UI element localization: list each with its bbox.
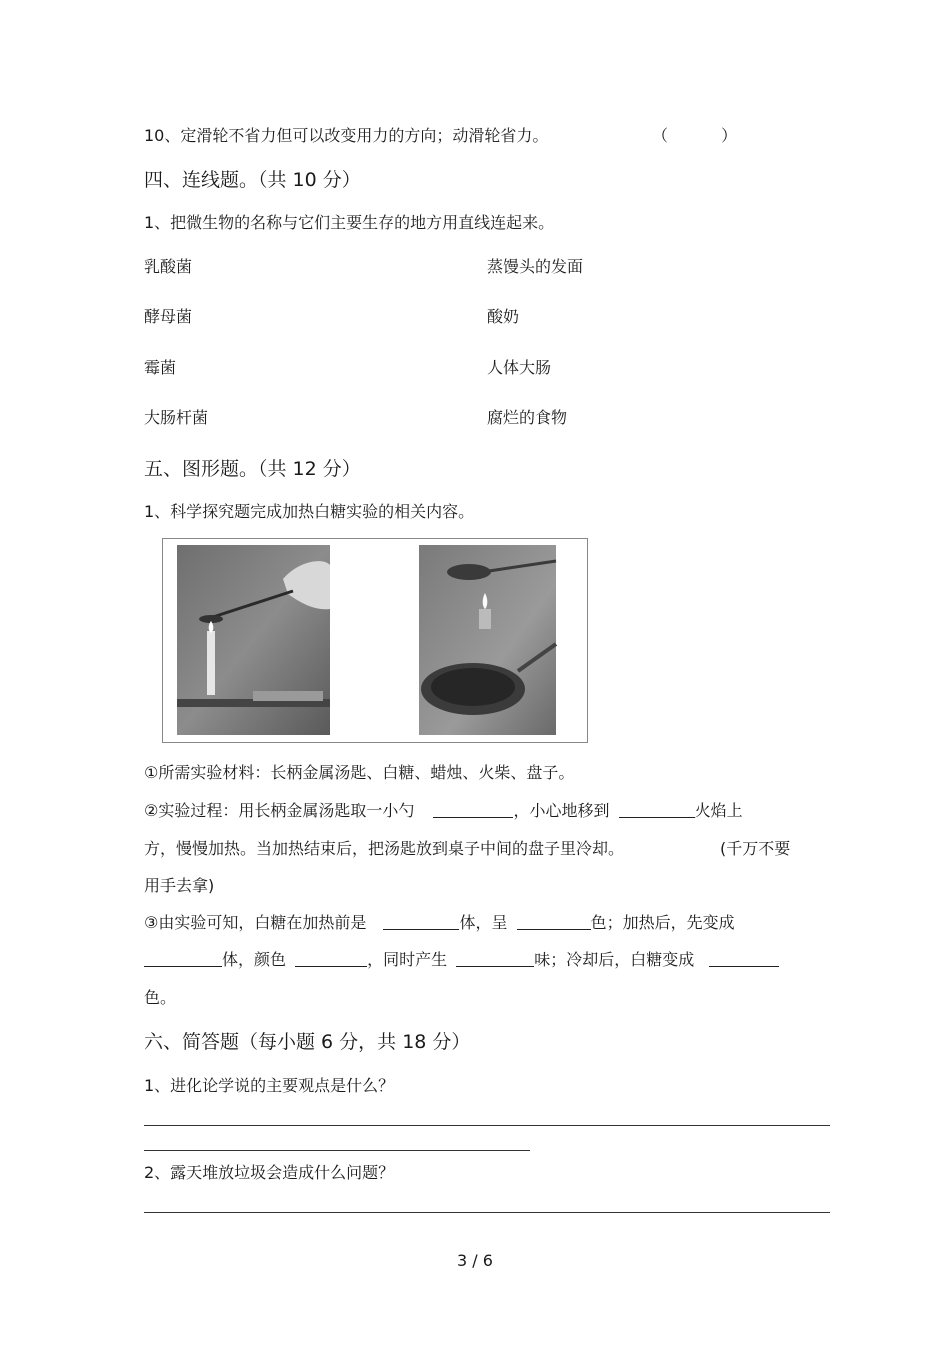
blank-2[interactable] bbox=[619, 801, 695, 818]
blank-7[interactable] bbox=[456, 950, 534, 967]
question-10: 10、定滑轮不省力但可以改变用力的方向；动滑轮省力。 bbox=[144, 126, 549, 145]
habitat-2: 酸奶 bbox=[487, 307, 520, 326]
blank-4[interactable] bbox=[517, 913, 591, 930]
step-3-text-d: 体，颜色 bbox=[222, 950, 287, 969]
section-4-q1: 1、把微生物的名称与它们主要生存的地方用直线连起来。 bbox=[144, 213, 555, 232]
step-2-text-a: ②实验过程：用长柄金属汤匙取一小勺 bbox=[144, 801, 415, 820]
blank-1[interactable] bbox=[433, 801, 513, 818]
answer-line-2[interactable] bbox=[144, 1150, 530, 1151]
microbe-1: 乳酸菌 bbox=[144, 257, 193, 276]
step-3-text-c: 色；加热后，先变成 bbox=[590, 913, 735, 932]
step-1-materials: ①所需实验材料：长柄金属汤匙、白糖、蜡烛、火柴、盘子。 bbox=[144, 763, 575, 782]
step-3-text-a: ③由实验可知，白糖在加热前是 bbox=[144, 913, 367, 932]
experiment-photos bbox=[162, 538, 588, 743]
page-number: 3 / 6 bbox=[457, 1251, 493, 1270]
step-3-line-1 bbox=[144, 913, 735, 933]
answer-line-3[interactable] bbox=[144, 1212, 830, 1213]
section-5-q1: 1、科学探究题完成加热白糖实验的相关内容。 bbox=[144, 502, 475, 521]
step-3-text-b: 体，呈 bbox=[459, 913, 508, 932]
section-5-title: 五、图形题。（共 12 分） bbox=[144, 458, 361, 480]
step-2-text-d: 方，慢慢加热。当加热结束后，把汤匙放到桌子中间的盘子里冷却。 bbox=[144, 839, 625, 858]
section-6-q2: 2、露天堆放垃圾会造成什么问题？ bbox=[144, 1163, 395, 1182]
blank-8[interactable] bbox=[709, 950, 779, 967]
step-2-text-b: ，小心地移到 bbox=[513, 801, 610, 820]
step-3-line-2 bbox=[144, 950, 779, 970]
habitat-1: 蒸馒头的发面 bbox=[487, 257, 584, 276]
step-2-text-c: 火焰上 bbox=[694, 801, 743, 820]
step-3-text-e: ，同时产生 bbox=[367, 950, 448, 969]
step-2-text-f: 用手去拿) bbox=[144, 876, 215, 895]
answer-paren: （ ） bbox=[652, 126, 738, 145]
section-6-q1: 1、进化论学说的主要观点是什么？ bbox=[144, 1076, 395, 1095]
microbe-3: 霉菌 bbox=[144, 358, 177, 377]
blank-5[interactable] bbox=[144, 950, 222, 967]
blank-6[interactable] bbox=[295, 950, 367, 967]
section-4-title: 四、连线题。（共 10 分） bbox=[144, 169, 361, 191]
step-3-text-f: 味；冷却后，白糖变成 bbox=[534, 950, 695, 969]
habitat-4: 腐烂的食物 bbox=[487, 408, 568, 427]
microbe-4: 大肠杆菌 bbox=[144, 408, 209, 427]
microbe-2: 酵母菌 bbox=[144, 307, 193, 326]
habitat-3: 人体大肠 bbox=[487, 358, 552, 377]
sugar-heating-photo-icon bbox=[163, 539, 587, 742]
step-3-text-g: 色。 bbox=[144, 988, 177, 1007]
step-2-line-1 bbox=[144, 801, 743, 821]
step-2-text-e: (千万不要 bbox=[720, 839, 791, 858]
section-6-title: 六、简答题（每小题 6 分，共 18 分） bbox=[144, 1031, 471, 1053]
answer-line-1[interactable] bbox=[144, 1125, 830, 1126]
blank-3[interactable] bbox=[383, 913, 459, 930]
